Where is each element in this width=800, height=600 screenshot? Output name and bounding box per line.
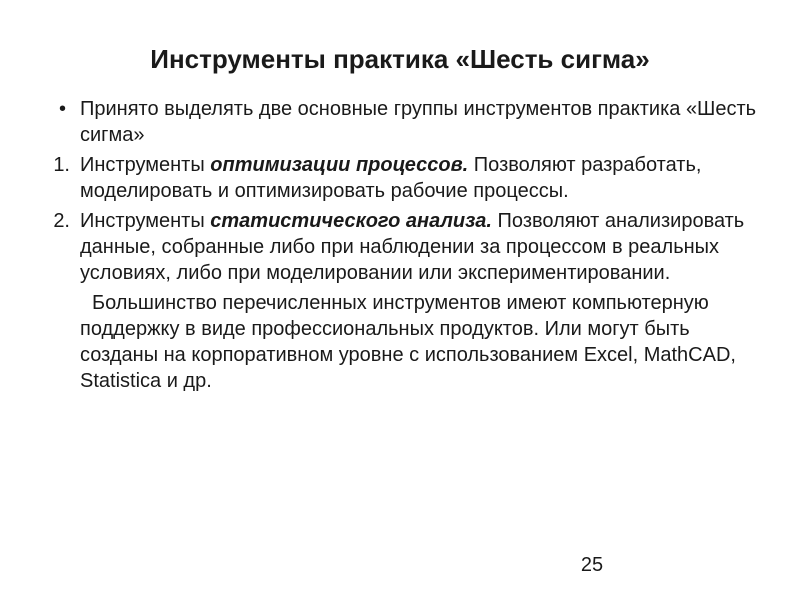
bullet-marker: • <box>58 98 66 120</box>
item-2-emphasis: статистического анализа. <box>210 210 492 232</box>
slide-title: Инструменты практика «Шесть сигма» <box>150 44 650 74</box>
number-marker-2: 2. <box>53 210 70 232</box>
number-marker-1: 1. <box>53 154 70 176</box>
summary-paragraph: Большинство перечисленных инструментов имеют компьютерную поддержку в виде профессиональных продуктов. Или могут быть созданы на корпоративном уровне с использованием Excel, MathCAD, Statistica и др. <box>80 292 736 392</box>
numbered-item-2 <box>53 208 760 286</box>
bullet-text: Принято выделять две основные группы инструментов практика «Шесть сигма» <box>80 98 757 146</box>
item-2-suffix: Позволяют анализировать данные, собранные либо при наблюдении за процессом в реальных условиях, либо при моделировании или экспериментировании. <box>80 210 745 284</box>
item-1-emphasis: оптимизации процессов. <box>210 154 469 176</box>
bullet-item-intro <box>58 96 760 148</box>
item-1-prefix: Инструменты <box>80 154 211 176</box>
slide-content <box>53 96 760 394</box>
item-2-prefix: Инструменты <box>80 210 211 232</box>
item-1-suffix: Позволяют разработать, моделировать и оптимизировать рабочие процессы. <box>80 154 702 202</box>
numbered-item-1 <box>53 152 760 204</box>
page-number: 25 <box>580 554 604 576</box>
